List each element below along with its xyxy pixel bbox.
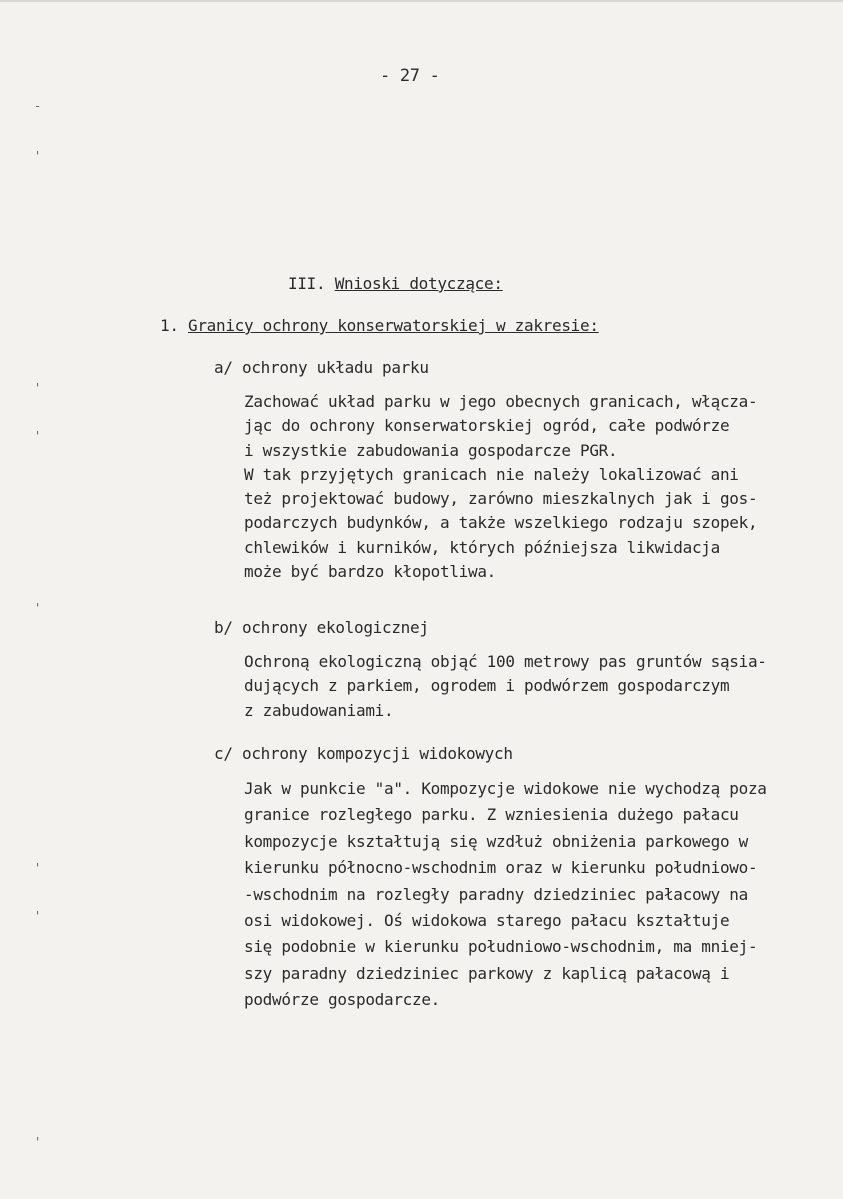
text-line: Ochroną ekologiczną objąć 100 metrowy pas gruntów sąsia- — [244, 652, 767, 671]
item-number: 1. — [160, 316, 179, 335]
margin-mark: ' — [34, 1135, 41, 1149]
text-line: chlewików i kurników, których późniejsza likwidacja — [244, 537, 720, 557]
margin-mark: - — [34, 99, 41, 113]
text-line: może być bardzo kłopotliwa. — [244, 562, 496, 582]
subsection-b-heading: b/ ochrony ekologicznej — [214, 618, 429, 637]
text-line: też projektować budowy, zarówno mieszkalnych jak i gos- — [244, 489, 758, 509]
subsection-c-heading: c/ ochrony kompozycji widokowych — [214, 744, 513, 763]
subsection-b-paragraph — [244, 650, 834, 723]
text-line: jąc do ochrony konserwatorskiej ogród, całe podwórze — [244, 416, 730, 436]
subsection-a-heading: a/ ochrony układu parku — [214, 358, 429, 377]
text-line: szy paradny dziedziniec parkowy z kaplicą pałacową i — [244, 963, 730, 983]
item-title: Granicy ochrony konserwatorskiej w zakresie: — [188, 316, 599, 335]
section-title: Wnioski dotyczące: — [334, 274, 503, 293]
text-line: podarczych budynków, a także wszelkiego rodzaju szopek, — [244, 513, 758, 533]
margin-mark: ' — [34, 429, 41, 443]
text-line: z zabudowaniami. — [244, 700, 394, 720]
text-line: Jak w punkcie "a". Kompozycje widokowe nie wychodzą poza — [244, 779, 767, 798]
section-number: III. — [288, 274, 326, 293]
margin-mark: ' — [34, 149, 41, 163]
section-heading — [288, 274, 503, 293]
margin-mark: ' — [34, 909, 41, 923]
text-line: i wszystkie zabudowania gospodarcze PGR. — [244, 440, 618, 460]
margin-mark: ' — [34, 861, 41, 875]
margin-mark: ' — [34, 601, 41, 615]
text-line: Zachować układ parku w jego obecnych granicach, włącza- — [244, 392, 758, 411]
text-line: kompozycje kształtują się wzdłuż obniżenia parkowego w — [244, 831, 748, 851]
text-line: osi widokowej. Oś widokowa starego pałacu kształtuje — [244, 910, 730, 930]
subsection-c-paragraph — [244, 776, 834, 1014]
text-line: podwórze gospodarcze. — [244, 990, 440, 1010]
item-1-heading — [160, 316, 599, 335]
text-line: W tak przyjętych granicach nie należy lokalizować ani — [244, 464, 739, 484]
page-number: - 27 - — [380, 66, 440, 86]
text-line: się podobnie w kierunku południowo-wschodnim, ma mniej- — [244, 937, 758, 957]
text-line: dujących z parkiem, ogrodem i podwórzem gospodarczym — [244, 676, 730, 696]
text-line: -wschodnim na rozległy paradny dziedziniec pałacowy na — [244, 884, 748, 904]
text-line: granice rozległego parku. Z wzniesienia dużego pałacu — [244, 805, 739, 825]
margin-mark: ' — [34, 381, 41, 395]
subsection-a-paragraph — [244, 390, 834, 584]
text-line: kierunku północno-wschodnim oraz w kierunku południowo- — [244, 858, 758, 878]
